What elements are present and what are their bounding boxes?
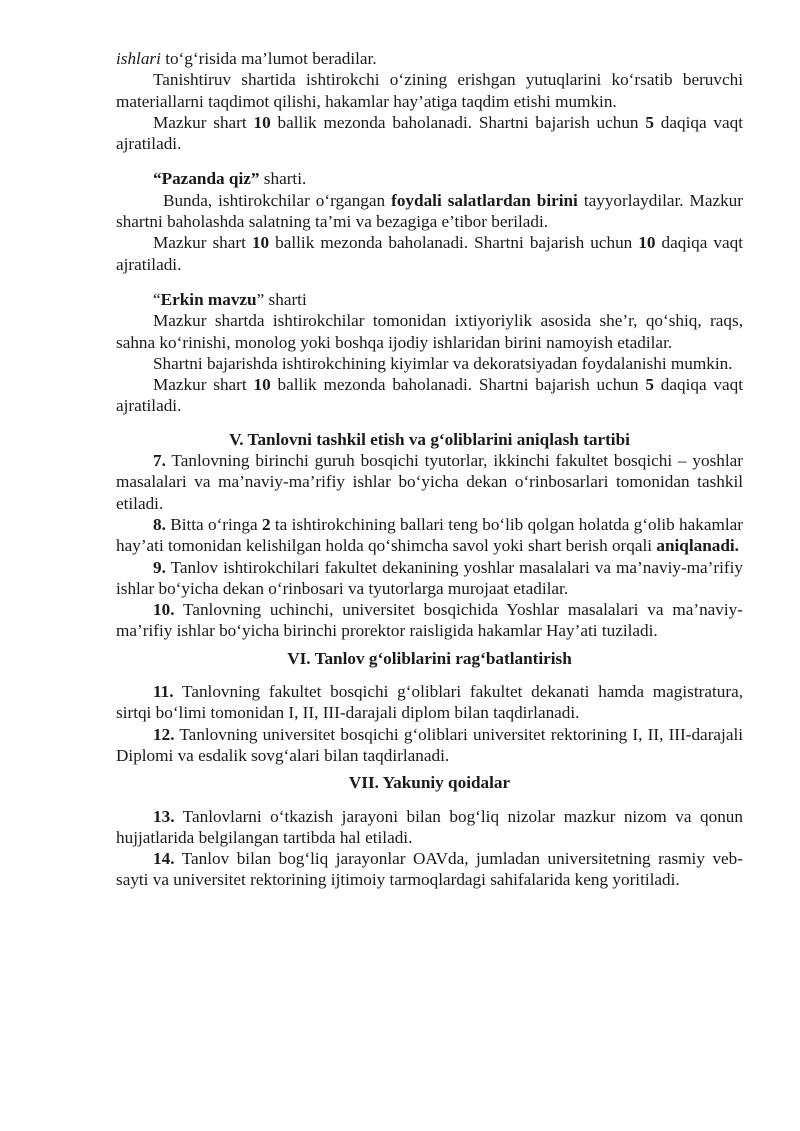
intro-paragraph-2: Mazkur shart 10 ballik mezonda baholanadi. Shartni bajarish uchun 5 daqiqa vaqt ajratiladi. — [116, 112, 743, 154]
section-5-heading: V. Tanlovni tashkil etish va g‘oliblarini aniqlash tartibi — [229, 429, 630, 449]
section-6-heading: VI. Tanlov g‘oliblarini rag‘batlantirish — [287, 648, 572, 668]
pazanda-paragraph-1: Bunda, ishtirokchilar o‘rgangan foydali salatlardan birini tayyorlaydilar. Mazkur shartni baholashda salatning ta’mi va bezagiga e’tibor beriladi. — [116, 190, 743, 232]
erkin-paragraph-3: Mazkur shart 10 ballik mezonda baholanadi. Shartni bajarish uchun 5 daqiqa vaqt ajratiladi. — [116, 375, 743, 416]
item-11: 11. Tanlovning fakultet bosqichi g‘oliblari fakultet dekanati hamda magistratura, sirtqi bo‘limi tomonidan I, II, III-darajali diplom bilan taqdirlanadi. — [116, 682, 743, 723]
pazanda-paragraph-2: Mazkur shart 10 ballik mezonda baholanadi. Shartni bajarish uchun 10 daqiqa vaqt ajratiladi. — [116, 233, 743, 274]
pazanda-title: “Pazanda qiz” sharti. — [153, 169, 307, 189]
intro-paragraph-0: ishlari to‘g‘risida ma’lumot beradilar. — [116, 49, 377, 68]
intro-paragraph-1: Tanishtiruv shartida ishtirokchi o‘zining erishgan yutuqlarini ko‘rsatib beruvchi materiallarni taqdimot qilishi, hakamlar hay’atiga taqdim etishi mumkin. — [116, 70, 743, 111]
item-14: 14. Tanlov bilan bog‘liq jarayonlar OAVda, jumladan universitetning rasmiy veb-sayti va universitet rektorining ijtimoiy tarmoqlardagi sahifalarida keng yoritiladi. — [116, 849, 743, 890]
item-12: 12. Tanlovning universitet bosqichi g‘oliblari universitet rektorining I, II, III-darajali Diplomi va esdalik sovg‘alari bilan taqdirlanadi. — [116, 724, 743, 765]
erkin-paragraph-1: Mazkur shartda ishtirokchilar tomonidan ixtiyoriylik asosida she’r, qo‘shiq, raqs, sahna ko‘rinishi, monolog yoki boshqa ijodiy ishlaridan birini namoyish etadilar. — [116, 311, 743, 352]
erkin-paragraph-2: Shartni bajarishda ishtirokchining kiyimlar va dekoratsiyadan foydalanishi mumkin. — [153, 353, 733, 373]
item-10: 10. Tanlovning uchinchi, universitet bosqichida Yoshlar masalalari va ma’naviy-ma’rifiy ishlar bo‘yicha birinchi prorektor raisligida hakamlar Hay’ati tuziladi. — [116, 600, 743, 641]
item-13: 13. Tanlovlarni o‘tkazish jarayoni bilan bog‘liq nizolar mazkur nizom va qonun hujjatlarida belgilangan tartibda hal etiladi. — [116, 806, 743, 847]
section-7-heading: VII. Yakuniy qoidalar — [348, 773, 511, 793]
item-9: 9. Tanlov ishtirokchilari fakultet dekanining yoshlar masalalari va ma’naviy-ma’rifiy ishlar bo‘yicha dekan o‘rinbosari va tyutorlarga murojaat etadilar. — [116, 557, 743, 598]
erkin-title: “Erkin mavzu” sharti — [153, 289, 307, 309]
item-7: 7. Tanlovning birinchi guruh bosqichi tyutorlar, ikkinchi fakultet bosqichi – yoshlar masalalari va ma’naviy-ma’rifiy ishlar bo‘yicha dekan o‘rinbosarlari tomonidan tashkil etiladi. — [116, 451, 743, 513]
item-8: 8. Bitta o‘ringa 2 ta ishtirokchining ballari teng bo‘lib qolgan holatda g‘olib hakamlar hay’ati tomonidan kelishilgan holda qo‘shimcha savol yoki shart berish orqali aniqlanadi. — [116, 514, 743, 556]
